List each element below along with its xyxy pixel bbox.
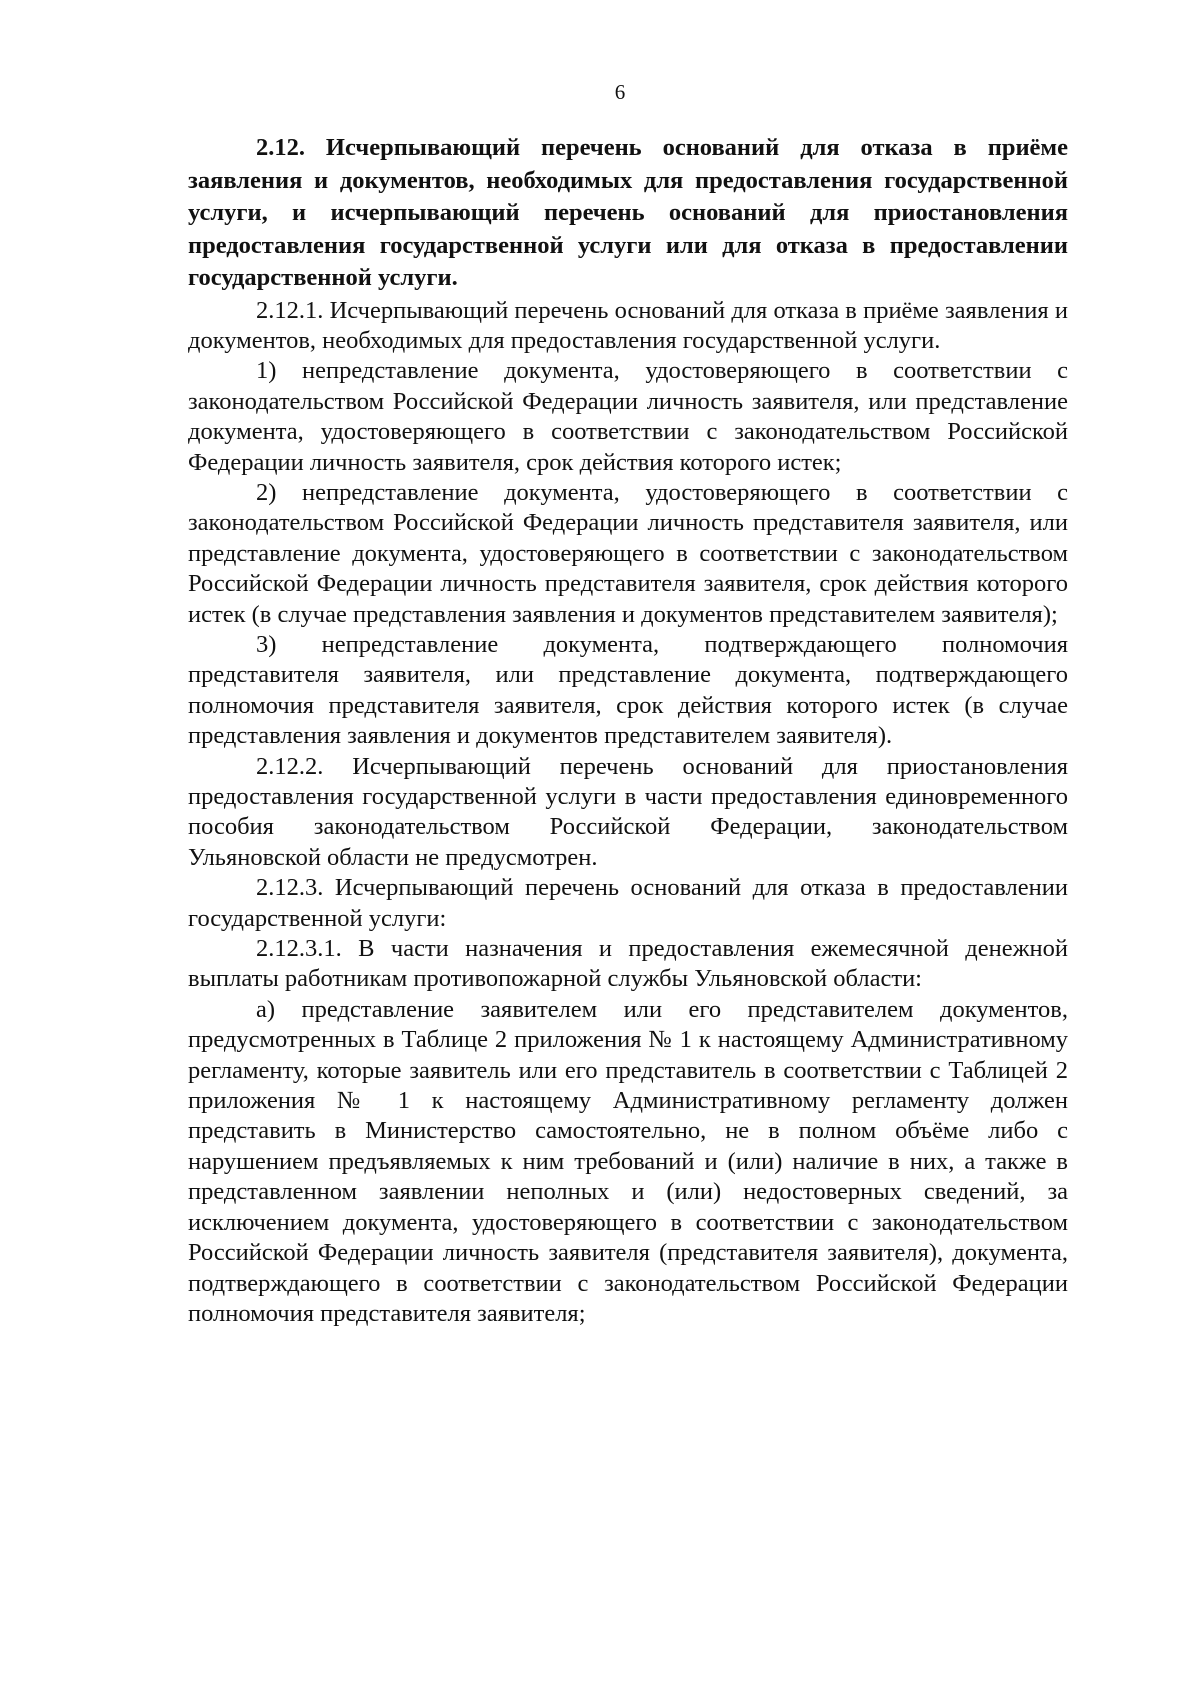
paragraph-2-12-3-1: 2.12.3.1. В части назначения и предоставления ежемесячной денежной выплаты работникам противопожарной службы Ульяновской области:	[188, 935, 1068, 993]
list-item-3: 3) непредставление документа, подтверждающего полномочия представителя заявителя, или представление документа, подтверждающего полномочия представителя заявителя, срок действия которого истек (в случае представления заявления и документов представителем заявителя).	[188, 630, 1068, 750]
list-item-1: 1) непредставление документа, удостоверяющего в соответствии с законодательством Российской Федерации личность заявителя, или представление документа, удостоверяющего в соответствии с законодательством Российской Федерации личность заявителя, срок действия которого истек;	[188, 357, 1068, 476]
section-heading: 2.12. Исчерпывающий перечень оснований для отказа в приёме заявления и документов, необходимых для предоставления государственной услуги, и исчерпывающий перечень оснований для приостановления предоставления государственной услуги или для отказа в предоставлении государственной услуги.	[188, 134, 1068, 291]
page-number: 6	[614, 80, 626, 104]
paragraph-2-12-3: 2.12.3. Исчерпывающий перечень оснований для отказа в предоставлении государственной услуги:	[188, 874, 1068, 932]
paragraph-2-12-2: 2.12.2. Исчерпывающий перечень оснований для приостановления предоставления государственной услуги в части предоставления единовременного пособия законодательством Российской Федерации, законодательством Ульяновской области не предусмотрен.	[188, 752, 1068, 871]
document-body	[188, 132, 1068, 1329]
list-item-2: 2) непредставление документа, удостоверяющего в соответствии с законодательством Российской Федерации личность представителя заявителя, или представление документа, удостоверяющего в соответствии с законодательством Российской Федерации личность представителя заявителя, срок действия которого истек (в случае представления заявления и документов представителем заявителя);	[188, 478, 1068, 628]
paragraph-2-12-1: 2.12.1. Исчерпывающий перечень оснований для отказа в приёме заявления и документов, необходимых для предоставления государственной услуги.	[188, 296, 1068, 354]
list-item-a: а) представление заявителем или его представителем документов, предусмотренных в Таблице 2 приложения № 1 к настоящему Административному регламенту, которые заявитель или его представитель в соответствии с Таблицей 2 приложения № 1 к настоящему Административному регламенту должен представить в Министерство самостоятельно, не в полном объёме либо с нарушением предъявляемых к ним требований и (или) наличие в них, а также в представленном заявлении неполных и (или) недостоверных сведений, за исключением документа, удостоверяющего в соответствии с законодательством Российской Федерации личность заявителя (представителя заявителя), документа, подтверждающего в соответствии с законодательством Российской Федерации полномочия представителя заявителя;	[188, 995, 1068, 1327]
